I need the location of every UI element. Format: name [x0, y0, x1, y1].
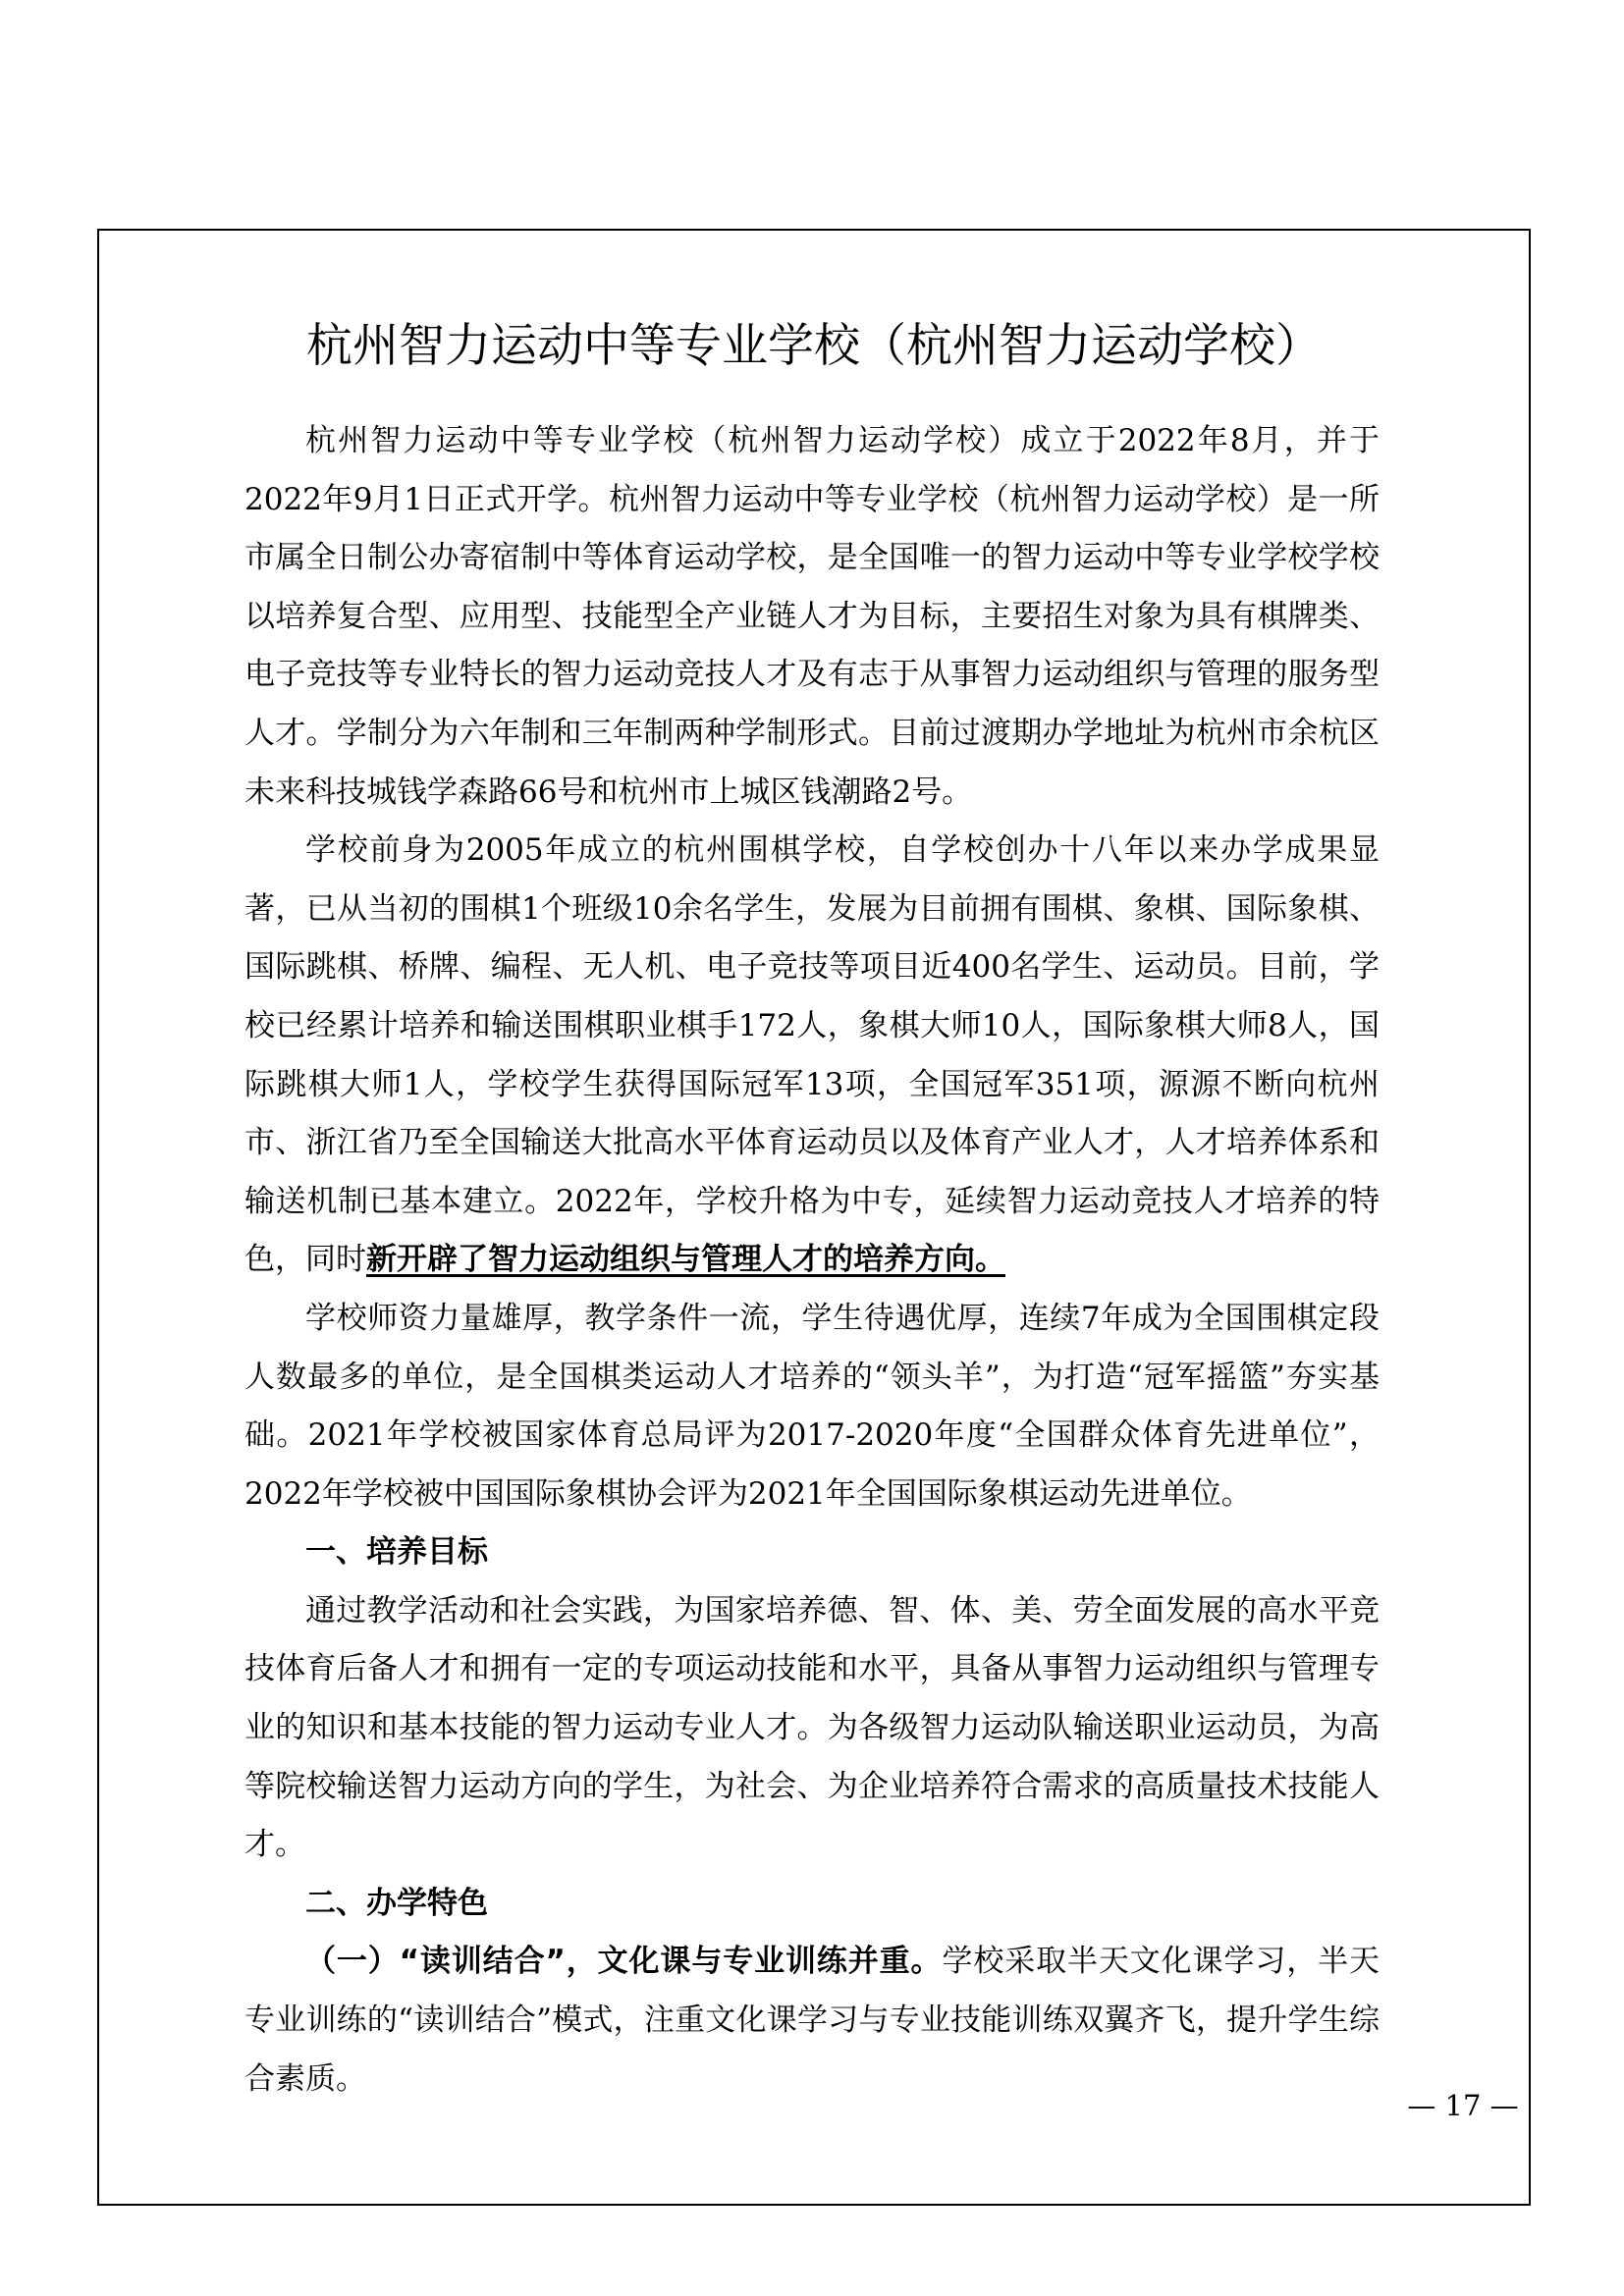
section1-paragraph: 通过教学活动和社会实践，为国家培养德、智、体、美、劳全面发展的高水平竞技体育后备人才和拥有一定的专项运动技能和水平，具备从事智力运动组织与管理专业的知识和基本技能的智力运动专业人才。为各级智力运动队输送职业运动员，为高等院校输送智力运动方向的学生，为社会、为企业培养符合需求的高质量技术技能人才。	[244, 1592, 1380, 1863]
section2-heading: 二、办学特色	[305, 1885, 488, 1921]
section1-heading: 一、培养目标	[305, 1534, 488, 1571]
document-title: 杭州智力运动中等专业学校（杭州智力运动学校）	[306, 319, 1322, 373]
history-paragraph-text: 学校前身为2005年成立的杭州围棋学校，自学校创办十八年以来办学成果显著，已从当初的围棋1个班级10余名学生，发展为目前拥有围棋、象棋、国际象棋、国际跳棋、桥牌、编程、无人机、电子竞技等项目近400名学生、运动员。目前，学校已经累计培养和输送围棋职业棋手172人，象棋大师10人，国际象棋大师8人，国际跳棋大师1人，学校学生获得国际冠军13项，全国冠军351项，源源不断向杭州市、浙江省乃至全国输送大批高水平体育运动员以及体育产业人才，人才培养体系和输送机制已基本建立。2022年，学校升格为中专，延续智力运动竞技人才培养的特色，同时	[244, 832, 1380, 1278]
section2-sub1-heading: （一）“读训结合”，文化课与专业训练并重。	[305, 1944, 943, 1980]
section2-sub1-paragraph	[244, 1933, 1380, 2109]
history-paragraph	[244, 822, 1380, 1290]
history-underlined-text: 新开辟了智力运动组织与管理人才的培养方向。	[366, 1242, 1005, 1278]
document-body	[244, 412, 1380, 2109]
page-number: — 17 —	[1407, 2089, 1519, 2122]
faculty-paragraph: 学校师资力量雄厚，教学条件一流，学生待遇优厚，连续7年成为全国围棋定段人数最多的单位，是全国棋类运动人才培养的“领头羊”，为打造“冠军摇篮”夯实基础。2021年学校被国家体育总局评为2017-2020年度“全国群众体育先进单位”，2022年学校被中国国际象棋协会评为2021年全国国际象棋运动先进单位。	[244, 1300, 1380, 1512]
section2-sub1-text: 学校采取半天文化课学习，半天专业训练的“读训结合”模式，注重文化课学习与专业技能训练双翼齐飞，提升学生综合素质。	[244, 1944, 1380, 2097]
intro-paragraph: 杭州智力运动中等专业学校（杭州智力运动学校）成立于2022年8月，并于2022年9月1日正式开学。杭州智力运动中等专业学校（杭州智力运动学校）是一所市属全日制公办寄宿制中等体育运动学校，是全国唯一的智力运动中等专业学校学校以培养复合型、应用型、技能型全产业链人才为目标，主要招生对象为具有棋牌类、电子竞技等专业特长的智力运动竞技人才及有志于从事智力运动组织与管理的服务型人才。学制分为六年制和三年制两种学制形式。目前过渡期办学地址为杭州市余杭区未来科技城钱学森路66号和杭州市上城区钱潮路2号。	[244, 423, 1380, 810]
